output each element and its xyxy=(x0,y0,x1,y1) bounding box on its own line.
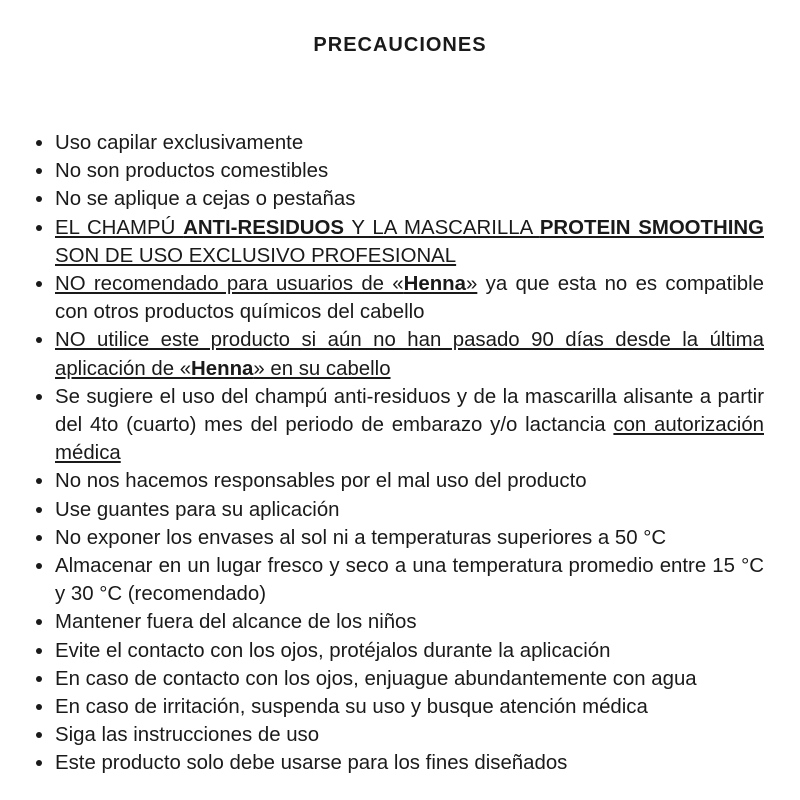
list-item xyxy=(36,270,764,326)
list-item xyxy=(36,524,764,552)
page-title: PRECAUCIONES xyxy=(313,34,487,56)
list-item xyxy=(36,749,764,777)
item-text: Siga las instrucciones de uso xyxy=(55,724,320,747)
bullet-icon xyxy=(36,225,42,231)
item-text: No son productos comestibles xyxy=(55,160,329,183)
list-item xyxy=(36,637,764,665)
bold-text: PROTEIN SMOOTHING xyxy=(539,216,764,239)
list-item xyxy=(36,665,764,693)
item-text: Uso capilar exclusivamente xyxy=(55,132,304,154)
item-text: Use guantes para su aplicación xyxy=(55,498,340,521)
item-text: No exponer los envases al sol ni a temperaturas superiores a 50 °C xyxy=(55,526,667,549)
underlined-text: » xyxy=(465,273,478,296)
item-text: Evite el contacto con los ojos, protéjalos durante la aplicación xyxy=(55,639,611,662)
bullet-icon xyxy=(36,535,42,541)
item-text: Se sugiere el uso del champú anti-residuos y de la mascarilla alisante a partir del 4to (cuarto) mes del periodo de embarazo y/o lactancia xyxy=(55,385,764,437)
underlined-text: con autorización médica xyxy=(55,414,764,465)
bullet-icon xyxy=(36,648,42,654)
item-text: Mantener fuera del alcance de los niños xyxy=(55,611,417,634)
precautions-list xyxy=(36,129,764,778)
list-item xyxy=(36,185,764,213)
item-text: No nos hacemos responsables por el mal uso del producto xyxy=(55,470,587,493)
bullet-icon xyxy=(36,760,42,766)
list-item xyxy=(36,383,764,468)
list-item xyxy=(36,552,764,608)
bullet-icon xyxy=(36,732,42,738)
list-item xyxy=(36,721,764,749)
bullet-icon xyxy=(36,140,42,146)
item-text: En caso de irritación, suspenda su uso y busque atención médica xyxy=(55,696,648,719)
bullet-icon xyxy=(36,337,42,343)
list-item xyxy=(36,693,764,721)
item-text: ya que esta no es compatible con otros productos químicos del cabello xyxy=(55,273,764,324)
underlined-text: EL CHAMPÚ xyxy=(55,216,184,239)
bullet-icon xyxy=(36,281,42,287)
bullet-icon xyxy=(36,704,42,710)
underlined-text: SON DE USO EXCLUSIVO PROFESIONAL xyxy=(55,244,457,267)
bullet-icon xyxy=(36,394,42,400)
list-item xyxy=(36,608,764,636)
bold-text: ANTI-RESIDUOS xyxy=(183,216,344,239)
list-item xyxy=(36,129,764,157)
bullet-icon xyxy=(36,478,42,484)
bullet-icon xyxy=(36,168,42,174)
list-item xyxy=(36,326,764,382)
list-item xyxy=(36,214,764,270)
bullet-icon xyxy=(36,676,42,682)
underlined-text: » en su cabello xyxy=(253,357,391,380)
bullet-icon xyxy=(36,619,42,625)
bullet-icon xyxy=(36,196,42,202)
underlined-text: Y LA MASCARILLA xyxy=(343,216,540,239)
underlined-text: NO utilice este producto si aún no han pasado 90 días desde la última aplicación de « xyxy=(55,329,764,380)
underlined-text: NO recomendado para usuarios de « xyxy=(55,273,404,296)
list-item xyxy=(36,157,764,185)
item-text: Este producto solo debe usarse para los fines diseñados xyxy=(55,752,568,775)
bold-text: Henna xyxy=(191,357,254,380)
list-item xyxy=(36,467,764,495)
item-text: Almacenar en un lugar fresco y seco a una temperatura promedio entre 15 °C y 30 °C (recomendado) xyxy=(55,555,764,606)
bold-text: Henna xyxy=(403,273,466,296)
item-text: En caso de contacto con los ojos, enjuague abundantemente con agua xyxy=(55,667,697,690)
item-text: No se aplique a cejas o pestañas xyxy=(55,188,356,211)
bullet-icon xyxy=(36,563,42,569)
bullet-icon xyxy=(36,507,42,513)
list-item xyxy=(36,496,764,524)
